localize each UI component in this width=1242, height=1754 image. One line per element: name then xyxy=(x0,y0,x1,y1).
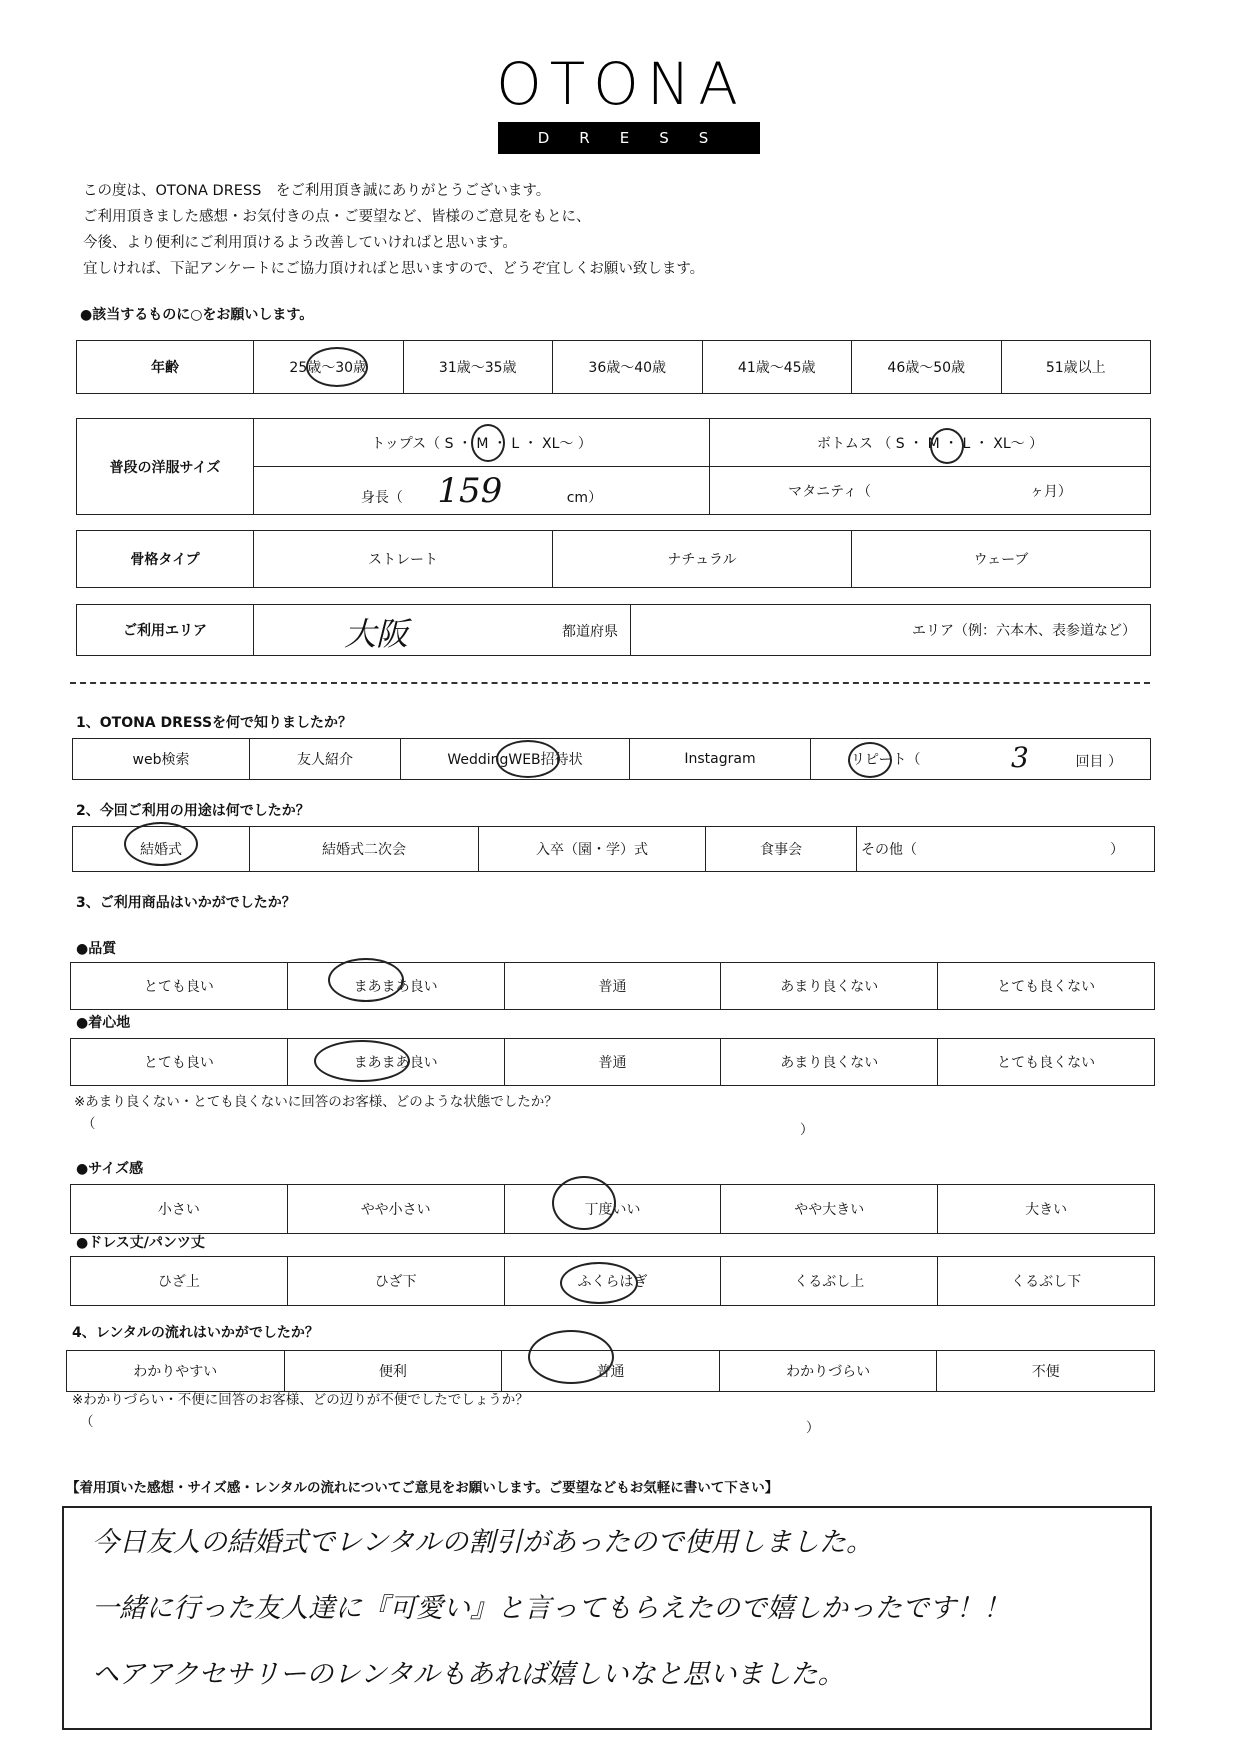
intro-line: 今後、より便利にご利用頂けるよう改善していければと思います。 xyxy=(83,235,517,251)
q2-other[interactable] xyxy=(857,827,1155,872)
q1-table xyxy=(72,738,1151,780)
comfort-table xyxy=(70,1038,1155,1086)
age-option[interactable]: 51歳以上 xyxy=(1001,341,1151,394)
selection-circle xyxy=(306,347,368,387)
q4-note: ※わかりづらい・不便に回答のお客様、どの辺りが不便でしたでしょうか？ xyxy=(72,1392,529,1408)
fit-option[interactable]: やや大きい xyxy=(721,1185,938,1234)
maternity-label: マタニティ（ xyxy=(788,483,871,500)
logo-wordmark: OTONA xyxy=(496,50,746,118)
selection-circle xyxy=(560,1262,638,1304)
prefecture-value: 大阪 xyxy=(344,615,409,653)
age-option[interactable]: 31歳～35歳 xyxy=(403,341,553,394)
q2-option[interactable]: 入卒（園・学）式 xyxy=(479,827,706,872)
fit-option[interactable]: 丁度いい xyxy=(504,1185,721,1234)
q4-option[interactable]: わかりやすい xyxy=(67,1351,285,1392)
height-label: 身長（ xyxy=(360,489,403,506)
length-option[interactable]: ふくらはぎ xyxy=(504,1257,721,1306)
length-option[interactable]: ひざ下 xyxy=(287,1257,504,1306)
age-option[interactable]: 36歳～40歳 xyxy=(553,341,703,394)
q4-option[interactable]: 不便 xyxy=(937,1351,1155,1392)
length-option[interactable]: くるぶし上 xyxy=(721,1257,938,1306)
frame-option[interactable]: ナチュラル xyxy=(553,531,852,588)
q2-option[interactable]: 食事会 xyxy=(706,827,857,872)
maternity-unit: ヶ月） xyxy=(1029,483,1072,500)
q3-title: 3、ご利用商品はいかがでしたか？ xyxy=(76,895,296,911)
selection-circle xyxy=(528,1330,614,1384)
age-option[interactable]: 25歳～30歳 xyxy=(254,341,404,394)
length-label: ●ドレス丈/パンツ丈 xyxy=(76,1235,205,1251)
paren-open: （ xyxy=(82,1116,96,1132)
selection-circle xyxy=(124,822,198,866)
comfort-option[interactable]: まあまあ良い xyxy=(287,1039,504,1086)
intro-line: この度は、OTONA DRESS をご利用頂き誠にありがとうございます。 xyxy=(83,183,551,199)
q1-option[interactable]: Instagram xyxy=(630,739,811,780)
frame-label: 骨格タイプ xyxy=(77,531,254,588)
q2-option[interactable]: 結婚式 xyxy=(73,827,250,872)
comment-box[interactable] xyxy=(62,1506,1152,1730)
comfort-note: ※あまり良くない・とても良くないに回答のお客様、どのような状態でしたか？ xyxy=(74,1094,558,1110)
tops-size[interactable]: トップス（ S ・ M ・ L ・ XL～ ） xyxy=(254,419,710,467)
selection-circle xyxy=(471,424,505,462)
quality-table xyxy=(70,962,1155,1010)
q2-other-close: ） xyxy=(1110,842,1124,858)
paren-open: （ xyxy=(80,1414,94,1430)
comfort-option[interactable]: とても良くない xyxy=(938,1039,1155,1086)
comfort-label: ●着心地 xyxy=(76,1015,131,1031)
selection-circle xyxy=(314,1040,410,1082)
q1-option[interactable]: web検索 xyxy=(73,739,250,780)
area-hint[interactable]: エリア（例：六本木、表参道など） xyxy=(631,605,1151,656)
age-option[interactable]: 46歳～50歳 xyxy=(852,341,1002,394)
age-table xyxy=(76,340,1151,394)
fit-option[interactable]: 小さい xyxy=(71,1185,288,1234)
height-field[interactable] xyxy=(254,467,710,515)
intro-text xyxy=(83,178,704,282)
q1-option[interactable]: 友人紹介 xyxy=(250,739,401,780)
quality-option[interactable]: 普通 xyxy=(504,963,721,1010)
selection-circle xyxy=(930,428,964,464)
comment-line: 今日友人の結婚式でレンタルの割引があったので使用しました。 xyxy=(92,1527,873,1558)
age-label: 年齢 xyxy=(77,341,254,394)
q2-table xyxy=(72,826,1155,872)
frame-option[interactable]: ウェーブ xyxy=(852,531,1151,588)
frame-table xyxy=(76,530,1151,588)
q2-option[interactable]: 結婚式二次会 xyxy=(250,827,479,872)
comfort-option[interactable]: 普通 xyxy=(504,1039,721,1086)
quality-option[interactable]: とても良い xyxy=(71,963,288,1010)
size-label: 普段の洋服サイズ xyxy=(77,419,254,515)
q2-other-label: その他（ xyxy=(861,842,917,858)
selection-circle xyxy=(848,742,892,778)
maternity-field[interactable] xyxy=(710,467,1151,515)
frame-option[interactable]: ストレート xyxy=(254,531,553,588)
q4-option[interactable]: 普通 xyxy=(502,1351,720,1392)
q1-option[interactable]: WeddingWEB招待状 xyxy=(401,739,630,780)
selection-circle xyxy=(496,740,560,778)
selection-circle xyxy=(328,958,404,1002)
q4-title: 4、レンタルの流れはいかがでしたか？ xyxy=(72,1325,319,1341)
comment-line: 一緒に行った友人達に『可愛い』と言ってもらえたので嬉しかったです！！ xyxy=(92,1593,1010,1624)
height-value: 159 xyxy=(437,470,503,511)
q1-title: 1、OTONA DRESSを何で知りましたか？ xyxy=(76,715,353,731)
comfort-option[interactable]: とても良い xyxy=(71,1039,288,1086)
dashed-divider xyxy=(70,682,1150,684)
q1-repeat-label: リピート（ xyxy=(851,752,921,768)
paren-close: ） xyxy=(806,1420,820,1436)
length-option[interactable]: くるぶし下 xyxy=(938,1257,1155,1306)
size-table xyxy=(76,418,1151,515)
length-option[interactable]: ひざ上 xyxy=(71,1257,288,1306)
fit-label: ●サイズ感 xyxy=(76,1161,144,1177)
paren-close: ） xyxy=(800,1122,814,1138)
area-label: ご利用エリア xyxy=(77,605,254,656)
age-option[interactable]: 41歳～45歳 xyxy=(702,341,852,394)
intro-line: 宜しければ、下記アンケートにご協力頂ければと思いますので、どうぞ宜しくお願い致します。 xyxy=(83,261,705,277)
bottoms-size[interactable]: ボトムス （ S ・ M ・ L ・ XL～ ） xyxy=(710,419,1151,467)
quality-option[interactable]: とても良くない xyxy=(938,963,1155,1010)
q1-repeat-unit: 回目 ） xyxy=(1075,754,1122,770)
area-table xyxy=(76,604,1151,656)
quality-option[interactable]: あまり良くない xyxy=(721,963,938,1010)
instruction-heading: ●該当するものに○をお願いします。 xyxy=(80,307,314,323)
quality-option[interactable]: まあまあ良い xyxy=(287,963,504,1010)
prefecture-field[interactable] xyxy=(254,605,631,656)
fit-option[interactable]: やや小さい xyxy=(287,1185,504,1234)
q1-repeat-value: 3 xyxy=(1011,741,1029,774)
quality-label: ●品質 xyxy=(76,941,117,957)
q2-title: 2、今回ご利用の用途は何でしたか？ xyxy=(76,803,310,819)
fit-option[interactable]: 大きい xyxy=(938,1185,1155,1234)
logo-subbar: DRESS xyxy=(498,122,760,154)
comfort-option[interactable]: あまり良くない xyxy=(721,1039,938,1086)
comment-line: ヘアアクセサリーのレンタルもあれば嬉しいなと思いました。 xyxy=(92,1659,845,1690)
selection-circle xyxy=(552,1176,616,1230)
prefecture-unit: 都道府県 xyxy=(562,624,618,640)
q4-option[interactable]: わかりづらい xyxy=(719,1351,937,1392)
comment-title: 【着用頂いた感想・サイズ感・レンタルの流れについてご意見をお願いします。ご要望などもお気軽に書いて下さい】 xyxy=(66,1480,779,1496)
intro-line: ご利用頂きました感想・お気付きの点・ご要望など、皆様のご意見をもとに、 xyxy=(83,209,591,225)
height-unit: cm） xyxy=(566,489,603,506)
q4-option[interactable]: 便利 xyxy=(284,1351,502,1392)
